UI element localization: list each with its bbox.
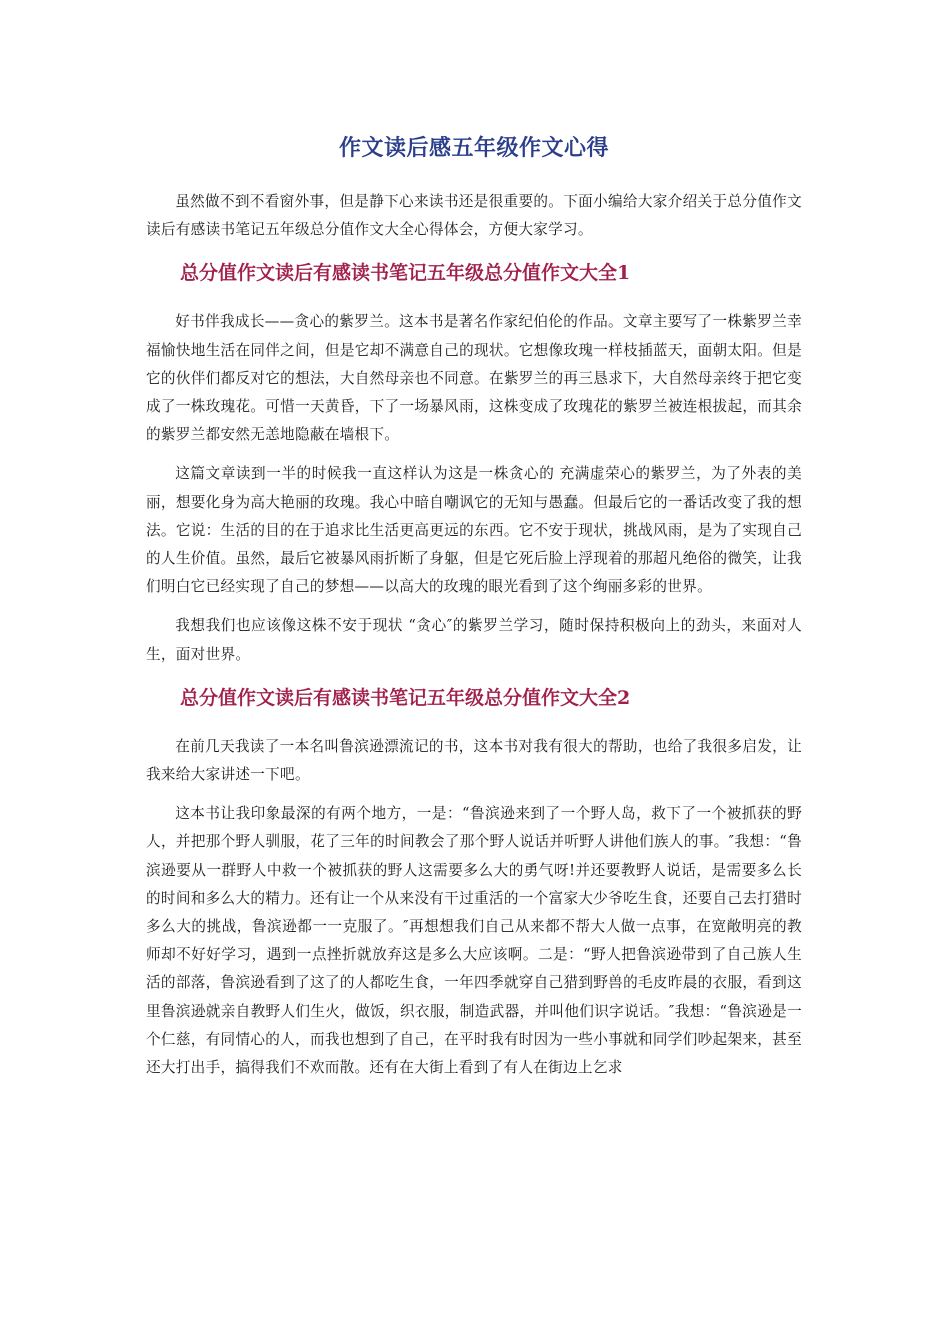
section-1-paragraph-3: 我想我们也应该像这株不安于现状 “贪心″的紫罗兰学习，随时保持积极向上的劲头，来面对人生，面对世界。	[146, 617, 802, 663]
section-1-paragraph-2: 这篇文章读到一半的时候我一直这样认为这是一株贪心的 充满虚荣心的紫罗兰，为了外表的美丽，想要化身为高大艳丽的玫瑰。我心中暗自嘲讽它的无知与愚蠢。但最后它的一番话改变了我的想法。它说：生活的目的在于追求比生活更高更远的东西。它不安于现状，挑战风雨，是为了实现自己的人生价值。虽然，最后它被暴风雨折断了身躯，但是它死后脸上浮现着的那超凡绝俗的微笑，让我们明白它已经实现了自己的梦想——以高大的玫瑰的眼光看到了这个绚丽多彩的世界。	[146, 465, 802, 596]
intro-paragraph: 虽然做不到不看窗外事，但是静下心来读书还是很重要的。下面小编给大家介绍关于总分值作文读后有感读书笔记五年级总分值作文大全心得体会，方便大家学习。	[146, 193, 802, 239]
section-2-paragraph-1: 在前几天我读了一本名叫鲁滨逊漂流记的书，这本书对我有很大的帮助，也给了我很多启发，让我来给大家讲述一下吧。	[146, 737, 802, 784]
document-title: 作文读后感五年级作文心得	[338, 135, 609, 161]
section-2-paragraph-2: 这本书让我印象最深的有两个地方，一是：“鲁滨逊来到了一个野人岛，救下了一个被抓获的野人，并把那个野人驯服，花了三年的时间教会了那个野人说话并听野人讲他们族人的事。″我想：“鲁滨逊要从一群野人中救一个被抓获的野人这需要多么大的勇气呀!并还要教野人说话，是需要多么长的时间和多么大的精力。还有让一个从来没有干过重活的一个富家大少爷吃生食，还要自己去打猎时多么大的挑战，鲁滨逊都一一克服了。″再想想我们自己从来都不帮大人做一点事，在宽敞明亮的教师却不好好学习，遇到一点挫折就放弃这是多么大应该啊。二是：“野人把鲁滨逊带到了自己族人生活的部落，鲁滨逊看到了这了的人都吃生食，一年四季就穿自己猎到野兽的毛皮昨晨的衣服，看到这里鲁滨逊就亲自教野人们生火，做饭，织衣服，制造武器，并叫他们识字说话。″我想：“鲁滨逊是一个仁慈，有同情心的人，而我也想到了自己，在平时我有时因为一些小事就和同学们吵起架来，甚至还大打出手，搞得我们不欢而散。还有在大街上看到了有人在街边上乞求	[146, 805, 802, 1077]
section-1-heading: 总分值作文读后有感读书笔记五年级总分值作文大全1	[180, 262, 631, 285]
section-1-paragraph-1: 好书伴我成长——贪心的紫罗兰。这本书是著名作家纪伯伦的作品。文章主要写了一株紫罗兰幸福愉快地生活在同伴之间，但是它却不满意自己的现状。它想像玫瑰一样枝插蓝天，面朝太阳。但是它的伙伴们都反对它的想法，大自然母亲也不同意。在紫罗兰的再三恳求下，大自然母亲终于把它变成了一株玫瑰花。可惜一天黄昏，下了一场暴风雨，这株变成了玫瑰花的紫罗兰被连根拔起，而其余的紫罗兰都安然无恙地隐蔽在墙根下。	[146, 313, 802, 444]
section-2-heading: 总分值作文读后有感读书笔记五年级总分值作文大全2	[180, 686, 631, 709]
